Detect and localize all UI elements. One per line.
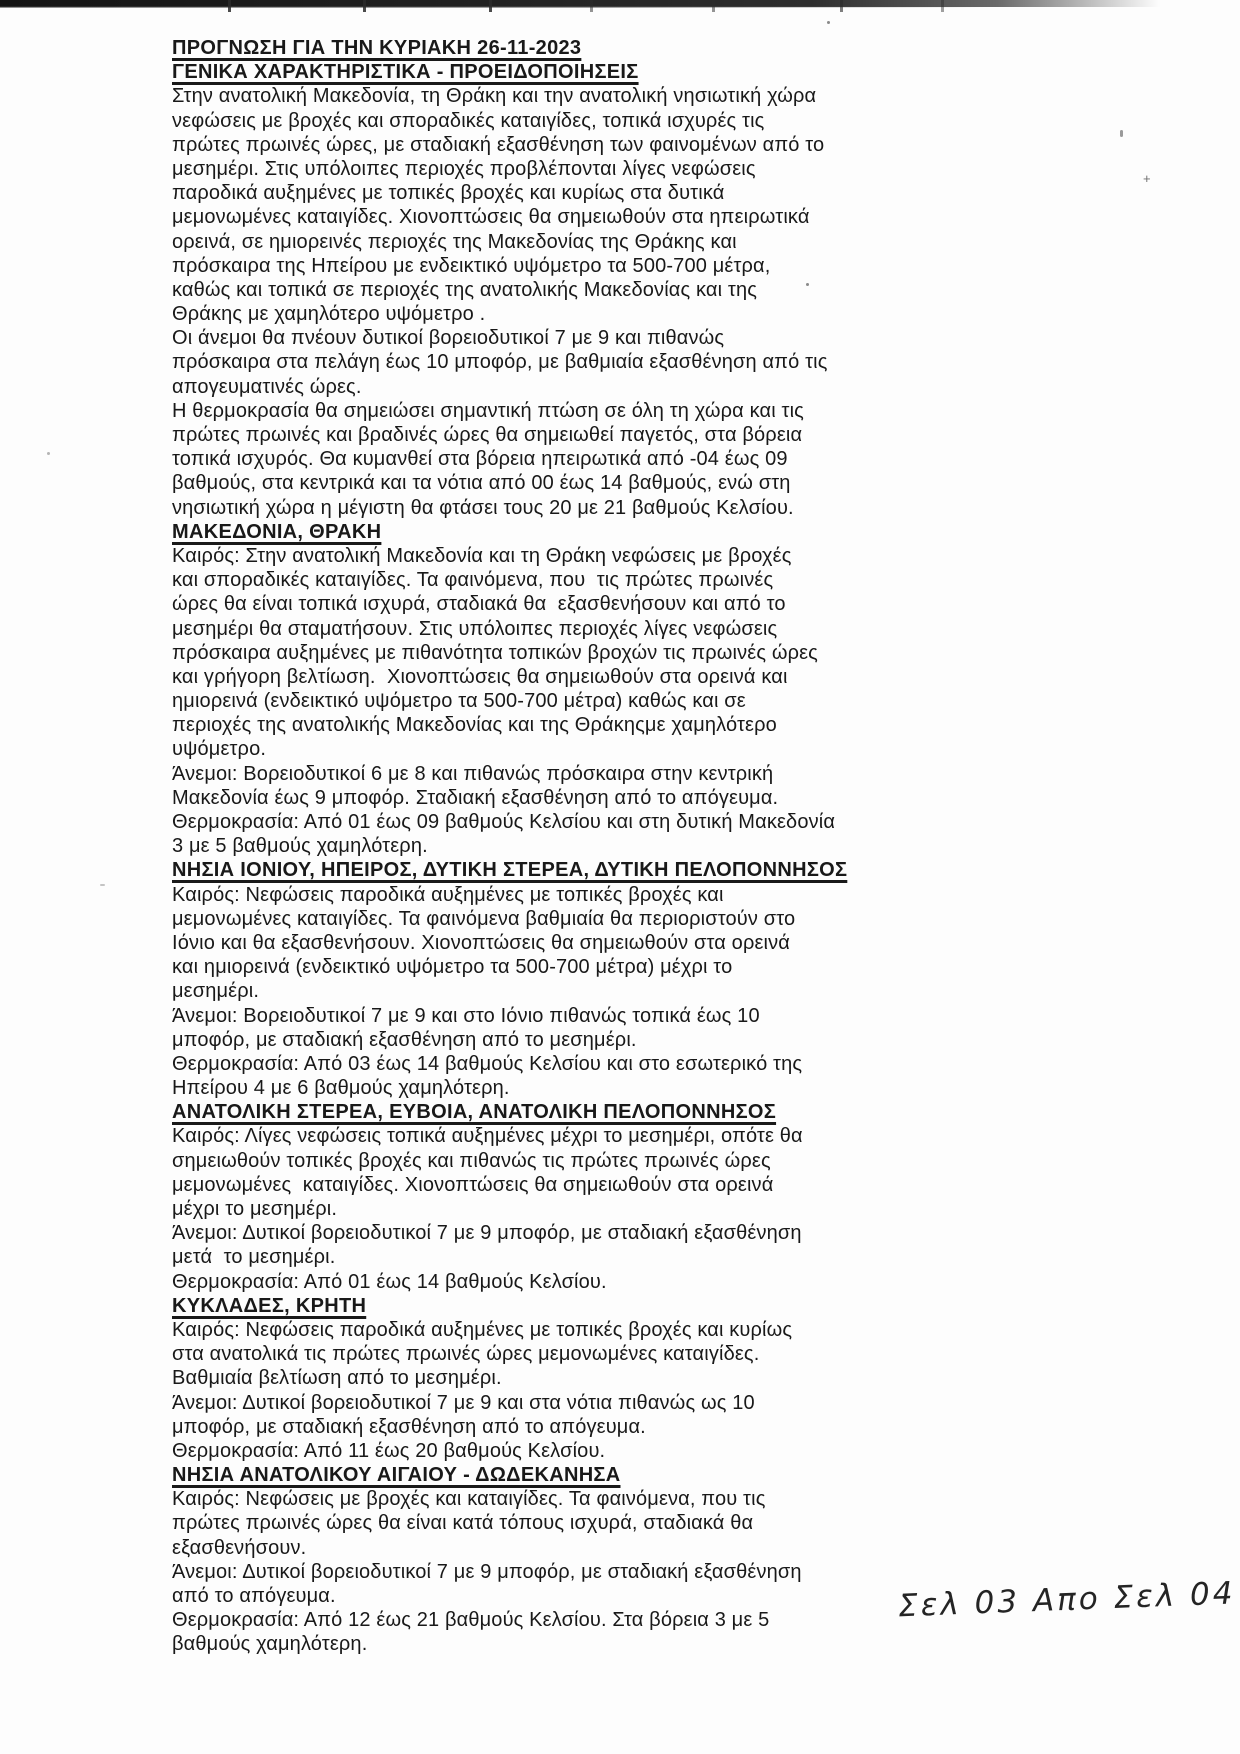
text-line: Άνεμοι: Βορειοδυτικοί 7 με 9 και στο Ιόνιο πιθανώς τοπικά έως 10 <box>172 1004 760 1027</box>
scan-speck <box>47 452 50 455</box>
text-line: μεμονωμένες καταιγίδες. Χιονοπτώσεις θα σημειωθούν στα ηπειρωτικά <box>172 206 810 229</box>
text-line: Θράκης με χαμηλότερο υψόμετρο . <box>172 303 486 326</box>
text-line: Θερμοκρασία: Από 11 έως 20 βαθμούς Κελσίου. <box>172 1439 606 1462</box>
section-heading: ΝΗΣΙΑ ΑΝΑΤΟΛΙΚΟΥ ΑΙΓΑΙΟΥ - ΔΩΔΕΚΑΝΗΣΑ <box>172 1464 621 1487</box>
text-line: Θερμοκρασία: Από 01 έως 14 βαθμούς Κελσίου. <box>172 1270 607 1293</box>
text-line: Ηπείρου 4 με 6 βαθμούς χαμηλότερη. <box>172 1077 510 1100</box>
text-line: Καιρός: Λίγες νεφώσεις τοπικά αυξημένες μέχρι το μεσημέρι, οπότε θα <box>172 1125 803 1148</box>
text-line: πρώτες πρωινές ώρες, με σταδιακή εξασθένηση των φαινομένων από το <box>172 133 825 156</box>
section-heading: ΓΕΝΙΚΑ ΧΑΡΑΚΤΗΡΙΣΤΙΚΑ - ΠΡΟΕΙΔΟΠΟΙΗΣΕΙΣ <box>172 61 639 84</box>
section-heading: ΜΑΚΕΔΟΝΙΑ, ΘΡΑΚΗ <box>172 520 382 543</box>
text-line: Άνεμοι: Δυτικοί βορειοδυτικοί 7 με 9 και στα νότια πιθανώς ως 10 <box>172 1391 755 1414</box>
text-line: Στην ανατολική Μακεδονία, τη Θράκη και την ανατολική νησιωτική χώρα <box>172 85 817 108</box>
scan-speck <box>827 21 830 24</box>
scan-tick <box>489 0 492 12</box>
document-body <box>172 36 1172 1657</box>
text-line: Οι άνεμοι θα πνέουν δυτικοί βορειοδυτικοί 7 με 9 και πιθανώς <box>172 327 725 350</box>
text-line: από το απόγευμα. <box>172 1585 336 1607</box>
text-line: και ημιορεινά (ενδεικτικό υψόμετρο τα 500-700 μέτρα) μέχρι το <box>172 956 733 979</box>
text-line: εξασθενήσουν. <box>172 1536 307 1559</box>
scan-tick <box>712 0 715 12</box>
text-line: πρώτες πρωινές ώρες θα είναι κατά τόπους ισχυρά, σταδιακά θα <box>172 1512 754 1535</box>
text-line: και σποραδικές καταιγίδες. Τα φαινόμενα, που τις πρώτες πρωινές <box>172 569 774 592</box>
text-line: Καιρός: Στην ανατολική Μακεδονία και τη Θράκη νεφώσεις με βροχές <box>172 544 792 567</box>
text-line: βαθμούς, στα κεντρικά και τα νότια από 00 έως 14 βαθμούς, ενώ στη <box>172 472 791 495</box>
text-line: 3 με 5 βαθμούς χαμηλότερη. <box>172 835 428 858</box>
text-line: μεσημέρι. Στις υπόλοιπες περιοχές προβλέπονται λίγες νεφώσεις <box>172 157 756 180</box>
text-line: Ιόνιο και θα εξασθενήσουν. Χιονοπτώσεις θα σημειωθούν στα ορεινά <box>172 931 791 954</box>
text-line: τοπικά ισχυρός. Θα κυμανθεί στα βόρεια ηπειρωτικά από -04 έως 09 <box>172 448 788 471</box>
handwritten-page-note: Σελ 03 Απο Σελ 04 <box>897 1575 1237 1625</box>
text-line: υψόμετρο. <box>172 738 267 761</box>
scan-tick <box>941 0 944 12</box>
text-line: ώρες θα είναι τοπικά ισχυρά, σταδιακά θα εξασθενήσουν και από το <box>172 593 786 616</box>
text-line: Βαθμιαία βελτίωση από το μεσημέρι. <box>172 1367 502 1390</box>
text-line: Μακεδονία έως 9 μποφόρ. Σταδιακή εξασθένηση από το απόγευμα. <box>172 786 779 809</box>
text-line: μποφόρ, με σταδιακή εξασθένηση από το απόγευμα. <box>172 1415 646 1438</box>
text-line: νησιωτική χώρα η μέγιστη θα φτάσει τους 20 με 21 βαθμούς Κελσίου. <box>172 496 794 519</box>
text-line: πρόσκαιρα στα πελάγη έως 10 μποφόρ, με βαθμιαία εξασθένηση από τις <box>172 351 828 374</box>
text-line: ορεινά, σε ημιορεινές περιοχές της Μακεδονίας της Θράκης και <box>172 230 737 253</box>
text-line: και γρήγορη βελτίωση. Χιονοπτώσεις θα σημειωθούν στα ορεινά και <box>172 665 788 688</box>
scan-speck: + <box>1143 171 1151 186</box>
text-line: στα ανατολικά τις πρώτες πρωινές ώρες μεμονωμένες καταιγίδες. <box>172 1343 760 1366</box>
text-line: καθώς και τοπικά σε περιοχές της ανατολικής Μακεδονίας και της <box>172 278 758 301</box>
text-line: μέχρι το μεσημέρι. <box>172 1198 338 1220</box>
text-line: Θερμοκρασία: Από 12 έως 21 βαθμούς Κελσίου. Στα βόρεια 3 με 5 <box>172 1609 770 1632</box>
text-line: Θερμοκρασία: Από 01 έως 09 βαθμούς Κελσίου και στη δυτική Μακεδονία <box>172 811 836 833</box>
text-line: Η θερμοκρασία θα σημειώσει σημαντική πτώση σε όλη τη χώρα και τις <box>172 399 804 422</box>
text-line: Θερμοκρασία: Από 03 έως 14 βαθμούς Κελσίου και στο εσωτερικό της <box>172 1052 803 1075</box>
text-line: Άνεμοι: Βορειοδυτικοί 6 με 8 και πιθανώς πρόσκαιρα στην κεντρική <box>172 762 774 785</box>
text-line: Καιρός: Νεφώσεις με βροχές και καταιγίδες. Τα φαινόμενα, που τις <box>172 1488 766 1511</box>
text-line: Άνεμοι: Δυτικοί βορειοδυτικοί 7 με 9 μποφόρ, με σταδιακή εξασθένηση <box>172 1222 802 1245</box>
scan-tick <box>363 0 366 12</box>
text-line: βαθμούς χαμηλότερη. <box>172 1633 368 1656</box>
text-line: σημειωθούν τοπικές βροχές και πιθανώς τις πρώτες πρωινές ώρες <box>172 1149 771 1172</box>
text-line: Καιρός: Νεφώσεις παροδικά αυξημένες με τοπικές βροχές και <box>172 883 724 906</box>
section-heading: ΚΥΚΛΑΔΕΣ, ΚΡΗΤΗ <box>172 1294 367 1317</box>
text-line: μεσημέρι θα σταματήσουν. Στις υπόλοιπες περιοχές λίγες νεφώσεις <box>172 617 778 640</box>
text-line: παροδικά αυξημένες με τοπικές βροχές και κυρίως στα δυτικά <box>172 182 725 205</box>
scan-tick <box>228 0 231 12</box>
text-line: μποφόρ, με σταδιακή εξασθένηση από το μεσημέρι. <box>172 1028 637 1051</box>
scan-tick <box>590 0 593 12</box>
text-line: Καιρός: Νεφώσεις παροδικά αυξημένες με τοπικές βροχές και κυρίως <box>172 1318 793 1341</box>
text-line: Άνεμοι: Δυτικοί βορειοδυτικοί 7 με 9 μποφόρ, με σταδιακή εξασθένηση <box>172 1560 802 1583</box>
section-heading: ΑΝΑΤΟΛΙΚΗ ΣΤΕΡΕΑ, ΕΥΒΟΙΑ, ΑΝΑΤΟΛΙΚΗ ΠΕΛΟΠΟΝΝΗΣΟΣ <box>172 1101 777 1124</box>
text-line: μετά το μεσημέρι. <box>172 1246 336 1269</box>
text-line: πρόσκαιρα της Ηπείρου με ενδεικτικό υψόμετρο τα 500-700 μέτρα, <box>172 254 771 277</box>
text-line: πρώτες πρωινές και βραδινές ώρες θα σημειωθεί παγετός, στα βόρεια <box>172 424 803 446</box>
text-line: περιοχές της ανατολικής Μακεδονίας και της Θράκηςμε χαμηλότερο <box>172 714 777 737</box>
text-line: πρόσκαιρα αυξημένες με πιθανότητα τοπικών βροχών τις πρωινές ώρες <box>172 641 818 664</box>
section-heading: ΝΗΣΙΑ ΙΟΝΙΟΥ, ΗΠΕΙΡΟΣ, ΔΥΤΙΚΗ ΣΤΕΡΕΑ, ΔΥΤΙΚΗ ΠΕΛΟΠΟΝΝΗΣΟΣ <box>172 859 848 882</box>
scan-speck <box>100 884 105 886</box>
text-line: μεμονωμένες καταιγίδες. Τα φαινόμενα βαθμιαία θα περιοριστούν στο <box>172 907 796 930</box>
text-line: ημιορεινά (ενδεικτικό υψόμετρο τα 500-700 μέτρα) καθώς και σε <box>172 690 746 713</box>
text-line: απογευματινές ώρες. <box>172 375 362 398</box>
text-line: μεμονωμένες καταιγίδες. Χιονοπτώσεις θα σημειωθούν στα ορεινά <box>172 1173 774 1196</box>
text-line: μεσημέρι. <box>172 980 260 1003</box>
document-title: ΠΡΟΓΝΩΣΗ ΓΙΑ ΤΗΝ ΚΥΡΙΑΚΗ 26-11-2023 <box>172 37 582 59</box>
text-line: νεφώσεις με βροχές και σποραδικές καταιγίδες, τοπικά ισχυρές τις <box>172 109 765 132</box>
scan-tick <box>840 0 843 12</box>
